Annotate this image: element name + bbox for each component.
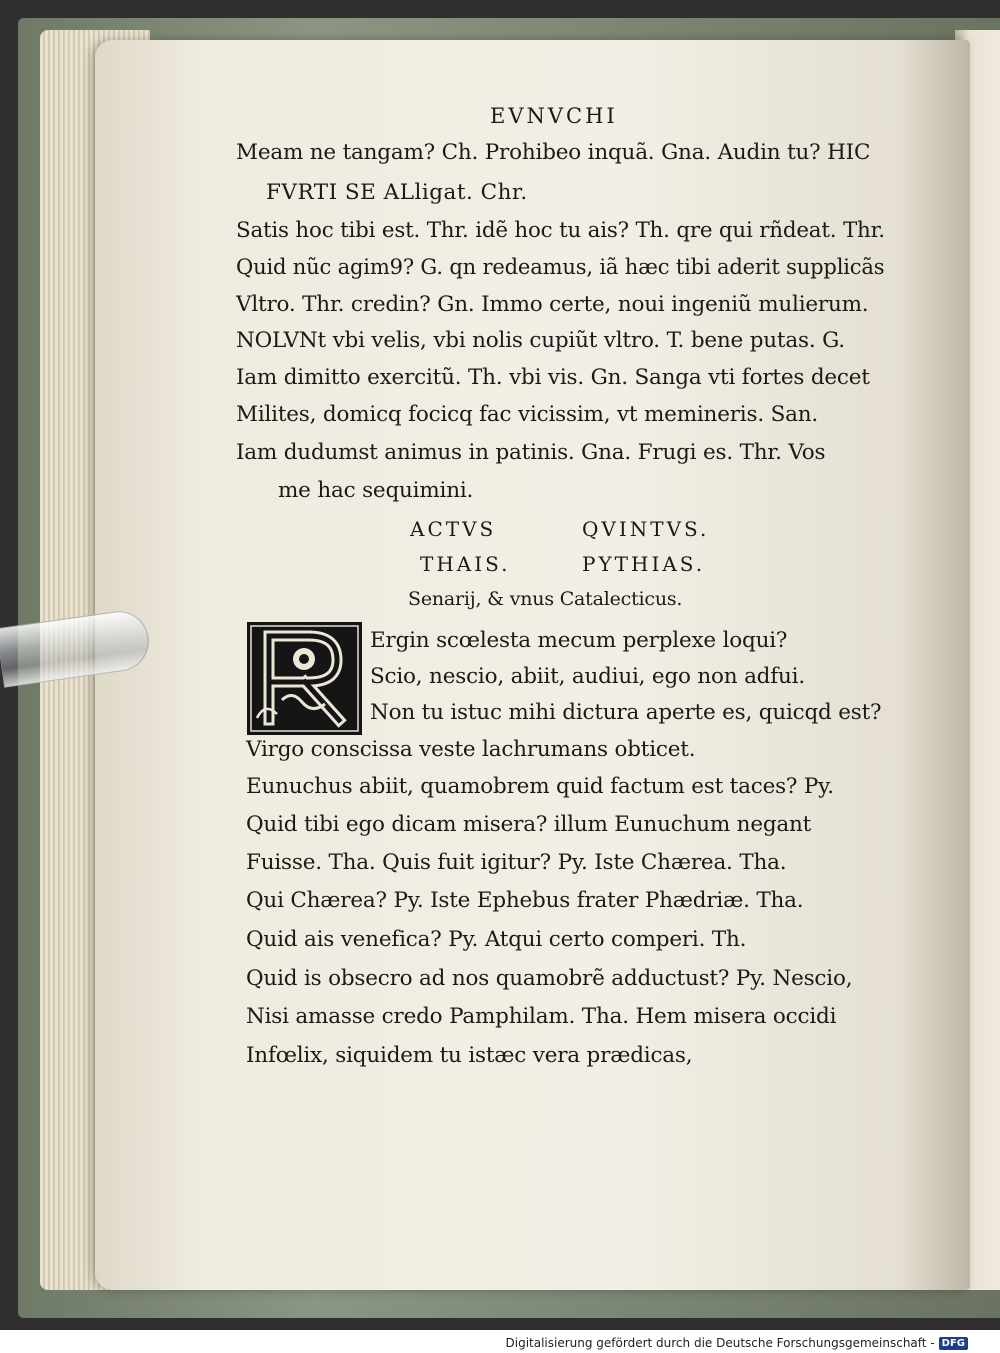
text-line: Fuisse. Tha. Quis fuit igitur? Py. Iste Chærea. Tha. (246, 850, 787, 875)
text-line: Quid tibi ego dicam misera? illum Eunuchum negant (246, 812, 812, 837)
text-line: Quid ais venefica? Py. Atqui certo comperi. Th. (246, 927, 747, 952)
text-line: Iam dimitto exercitũ. Th. vbi vis. Gn. Sanga vti fortes decet (236, 365, 870, 390)
text-line: Non tu istuc mihi dictura aperte es, quicqd est? (370, 700, 882, 725)
text-line: Iam dudumst animus in patinis. Gna. Frugi es. Thr. Vos (236, 440, 826, 465)
digitization-credit (506, 1336, 969, 1350)
text-line: Scio, nescio, abiit, audiui, ego non adfui. (370, 664, 805, 689)
text-line: Nisi amasse credo Pamphilam. Tha. Hem misera occidi (246, 1004, 837, 1029)
text-line: Virgo conscissa veste lachrumans obticet. (246, 737, 696, 762)
dfg-logo: DFG (939, 1337, 968, 1350)
speaker-name: PYTHIAS. (582, 552, 706, 576)
meter-note: Senarij, & vnus Catalecticus. (408, 588, 683, 610)
decorated-initial-r (247, 622, 362, 735)
text-line: Qui Chærea? Py. Iste Ephebus frater Phædriæ. Tha. (246, 888, 804, 913)
running-head: EVNVCHI (490, 104, 618, 128)
text-line: Eunuchus abiit, quamobrem quid factum est taces? Py. (246, 774, 834, 799)
text-line: Infœlix, siquidem tu istæc vera prædicas, (246, 1043, 693, 1068)
text-line: Ergin scœlesta mecum perplexe loqui? (370, 628, 788, 653)
text-line: Satis hoc tibi est. Thr. idẽ hoc tu ais? Th. qre qui rñdeat. Thr. (236, 218, 885, 243)
text-line: FVRTI SE ALligat. Chr. (266, 180, 528, 205)
speaker-name: THAIS. (420, 552, 511, 576)
text-line: Quid is obsecro ad nos quamobrẽ adductust? Py. Nescio, (246, 966, 853, 991)
text-line: Quid nũc agim9? G. qn redeamus, iã hæc tibi aderit supplicãs (236, 255, 885, 280)
credit-text: Digitalisierung gefördert durch die Deutsche Forschungsgemeinschaft - (505, 1336, 935, 1350)
text-line: Meam ne tangam? Ch. Prohibeo inquã. Gna. Audin tu? HIC (236, 140, 871, 165)
text-line: Vltro. Thr. credin? Gn. Immo certe, noui ingeniũ mulierum. (236, 292, 869, 317)
act-title: ACTVS (410, 517, 497, 541)
text-line: me hac sequimini. (278, 478, 474, 503)
act-number: QVINTVS. (582, 517, 710, 541)
text-line: NOLVNt vbi velis, vbi nolis cupiũt vltro. T. bene putas. G. (236, 328, 845, 353)
text-line: Milites, domicq focicq fac vicissim, vt memineris. San. (236, 402, 819, 427)
